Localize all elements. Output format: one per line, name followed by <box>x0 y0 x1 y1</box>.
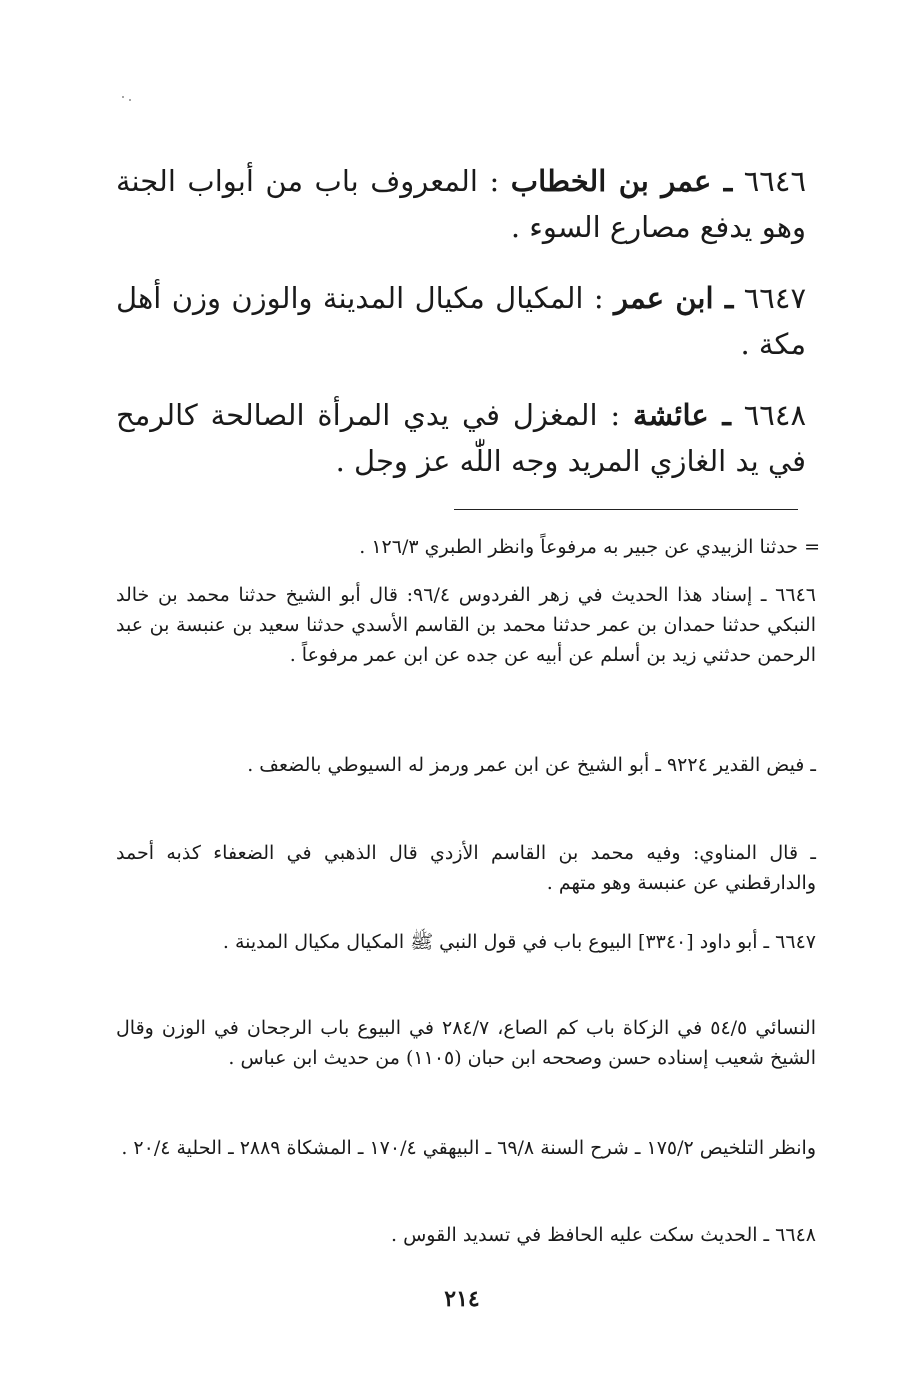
footnote-6647-talkhis: وانظر التلخيص ١٧٥/٢ ـ شرح السنة ٦٩/٨ ـ البيهقي ١٧٠/٤ ـ المشكاة ٢٨٨٩ ـ الحلية ٢٠/٤ . <box>121 1137 816 1159</box>
hadith-number: ٦٦٤٦ <box>743 164 807 198</box>
footnote-divider <box>454 509 798 510</box>
hadith-narrator: ـ عمر بن الخطاب <box>510 164 733 198</box>
hadith-text: : المكيال مكيال المدينة والوزن وزن أهل مكة . <box>116 281 806 361</box>
scan-speck <box>129 99 131 101</box>
footnote-6647-nasai: النسائي ٥٤/٥ في الزكاة باب كم الصاع، ٢٨٤/٧ في البيوع باب الرجحان في الوزن وقال الشيخ شعيب إسناده حسن وصححه ابن حبان (١١٠٥) من حديث ابن عباس . <box>116 1017 816 1069</box>
hadith-entry-6647 <box>116 275 806 367</box>
footnote-6646-isnad: ٦٦٤٦ ـ إسناد هذا الحديث في زهر الفردوس ٩٦/٤: قال أبو الشيخ حدثنا محمد بن خالد النبكي حدثنا حمدان بن عمر حدثنا محمد بن القاسم الأسدي حدثنا سعيد بن عنبسة بن عبد الرحمن حدثني زيد بن أسلم عن أبيه عن جده عن ابن عمر مرفوعاً . <box>116 584 816 666</box>
footnote-continuation: = حدثنا الزبيدي عن جبير به مرفوعاً وانظر الطبري ١٢٦/٣ . <box>359 536 820 558</box>
scan-speck <box>122 96 124 98</box>
page-number: ٢١٤ <box>444 1286 480 1312</box>
hadith-narrator: ـ عائشة <box>633 398 731 432</box>
hadith-narrator: ـ ابن عمر <box>614 281 734 315</box>
hadith-number: ٦٦٤٨ <box>743 398 807 432</box>
hadith-text: : المعروف باب من أبواب الجنة وهو يدفع مصارع السوء . <box>116 164 806 244</box>
hadith-entry-6646 <box>116 158 806 250</box>
footnote-6646-munawi: ـ قال المناوي: وفيه محمد بن القاسم الأزدي قال الذهبي في الضعفاء كذبه أحمد والدارقطني عن عنبسة وهو متهم . <box>116 842 816 894</box>
hadith-entry-6648 <box>116 392 806 484</box>
footnote-6648-hafiz: ٦٦٤٨ ـ الحديث سكت عليه الحافظ في تسديد القوس . <box>391 1224 816 1246</box>
hadith-number: ٦٦٤٧ <box>743 281 807 315</box>
hadith-text: : المغزل في يدي المرأة الصالحة كالرمح في يد الغازي المريد وجه اللّٰه عز وجل . <box>116 398 806 478</box>
footnote-6646-faid-al-qadir: ـ فيض القدير ٩٢٢٤ ـ أبو الشيخ عن ابن عمر ورمز له السيوطي بالضعف . <box>247 754 816 776</box>
footnote-6647-abu-dawud: ٦٦٤٧ ـ أبو داود [٣٣٤٠] البيوع باب في قول النبي ﷺ المكيال مكيال المدينة . <box>222 931 816 953</box>
